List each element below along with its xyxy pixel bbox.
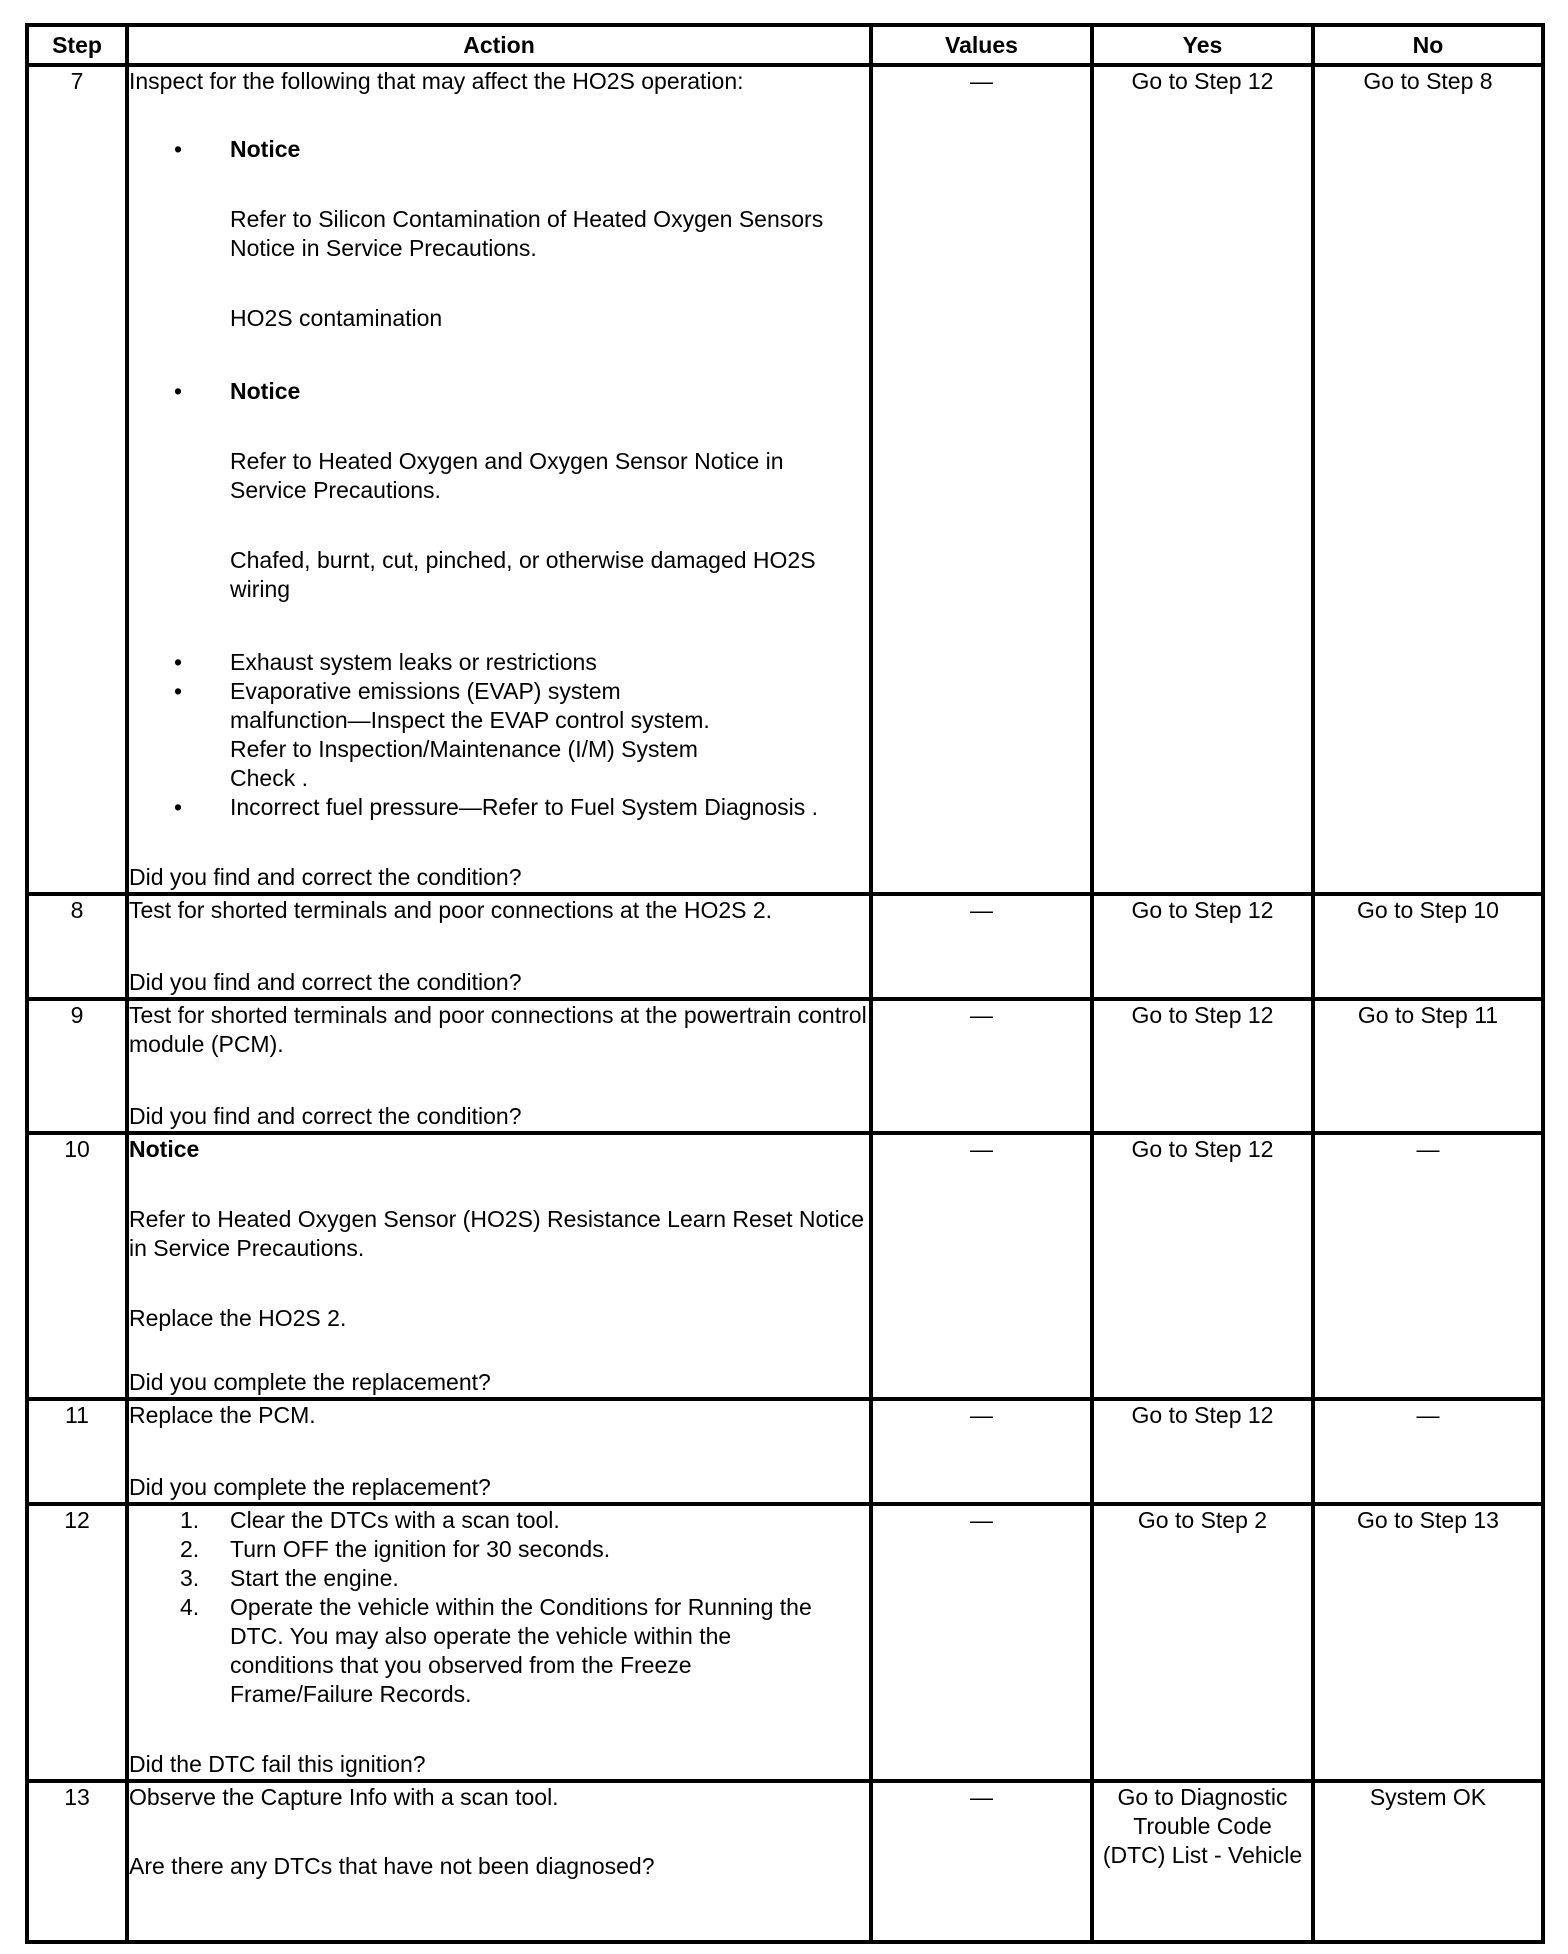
notice-text: Refer to Heated Oxygen and Oxygen Sensor Notice in Service Precautions. xyxy=(230,448,784,503)
notice-title: Notice xyxy=(129,1136,200,1162)
values-cell: — xyxy=(871,999,1092,1133)
notice-text: Refer to Heated Oxygen Sensor (HO2S) Resistance Learn Reset Notice in Service Precautions. xyxy=(129,1206,865,1261)
step-number: 10 xyxy=(27,1133,127,1399)
procedure-step xyxy=(129,1593,830,1709)
action-cell xyxy=(127,65,871,894)
yes-cell: Go to Diagnostic Trouble Code (DTC) List - Vehicle xyxy=(1092,1781,1313,1942)
action-cell xyxy=(127,1781,871,1942)
procedure-step-text: Operate the vehicle within the Conditions for Running the DTC. You may also operate the vehicle within the conditions that you observed from the Freeze Frame/Failure Records. xyxy=(230,1594,812,1707)
action-cell xyxy=(127,1504,871,1781)
inspect-item: Chafed, burnt, cut, pinched, or otherwise damaged HO2S wiring xyxy=(230,547,816,602)
values-cell: — xyxy=(871,894,1092,999)
diagnostic-table-page xyxy=(25,23,1541,1944)
table-row xyxy=(27,999,1543,1133)
step-number: 8 xyxy=(27,894,127,999)
no-cell: Go to Step 10 xyxy=(1313,894,1543,999)
action-text: Test for shorted terminals and poor connections at the powertrain control module (PCM). xyxy=(129,1002,867,1057)
no-cell: Go to Step 13 xyxy=(1313,1504,1543,1781)
header-values: Values xyxy=(871,25,1092,65)
values-cell: — xyxy=(871,1133,1092,1399)
no-cell: — xyxy=(1313,1399,1543,1504)
procedure-step-number: 2. xyxy=(180,1536,200,1562)
header-step: Step xyxy=(27,25,127,65)
yes-cell: Go to Step 12 xyxy=(1092,894,1313,999)
action-question: Did you find and correct the condition? xyxy=(129,1103,522,1129)
no-cell: — xyxy=(1313,1133,1543,1399)
table-row xyxy=(27,1781,1543,1942)
yes-cell: Go to Step 12 xyxy=(1092,999,1313,1133)
procedure-step-number: 4. xyxy=(180,1594,200,1620)
table-row xyxy=(27,1504,1543,1781)
action-question: Did you find and correct the condition? xyxy=(129,864,522,890)
notice-item xyxy=(129,377,869,648)
notice-list xyxy=(129,135,869,822)
values-cell: — xyxy=(871,1399,1092,1504)
notice-text: Refer to Silicon Contamination of Heated Oxygen Sensors Notice in Service Precautions. xyxy=(230,206,824,261)
action-question: Did you complete the replacement? xyxy=(129,1369,491,1395)
action-cell xyxy=(127,894,871,999)
action-cell xyxy=(127,999,871,1133)
procedure-step xyxy=(129,1535,869,1564)
inspect-bullet: • Evaporative emissions (EVAP) system malfunction—Inspect the EVAP control system. Refer to Inspection/Maintenance (I/M) System Check . xyxy=(129,677,730,793)
table-row xyxy=(27,1133,1543,1399)
procedure-step-text: Start the engine. xyxy=(230,1565,399,1591)
procedure-step-text: Turn OFF the ignition for 30 seconds. xyxy=(230,1536,611,1562)
action-question: Did you complete the replacement? xyxy=(129,1474,491,1500)
action-question: Did the DTC fail this ignition? xyxy=(129,1751,426,1777)
step-number: 11 xyxy=(27,1399,127,1504)
no-cell: Go to Step 11 xyxy=(1313,999,1543,1133)
diagnostic-table xyxy=(25,23,1545,1944)
action-text: Observe the Capture Info with a scan tool. xyxy=(129,1784,559,1810)
procedure-step xyxy=(129,1506,869,1535)
action-cell xyxy=(127,1133,871,1399)
notice-title: • Notice xyxy=(230,136,301,162)
procedure-step-number: 1. xyxy=(180,1507,200,1533)
step-number: 13 xyxy=(27,1781,127,1942)
inspect-item: HO2S contamination xyxy=(230,305,443,331)
procedure-step xyxy=(129,1564,869,1593)
notice-item xyxy=(129,135,869,377)
values-cell: — xyxy=(871,65,1092,894)
step-number: 12 xyxy=(27,1504,127,1781)
procedure-list xyxy=(129,1506,869,1709)
yes-cell: Go to Step 2 xyxy=(1092,1504,1313,1781)
action-text: Replace the HO2S 2. xyxy=(129,1305,347,1331)
action-cell xyxy=(127,1399,871,1504)
yes-cell: Go to Step 12 xyxy=(1092,65,1313,894)
action-question: Did you find and correct the condition? xyxy=(129,969,522,995)
header-row xyxy=(27,25,1543,65)
action-text: Replace the PCM. xyxy=(129,1402,316,1428)
inspect-bullet: • Incorrect fuel pressure—Refer to Fuel System Diagnosis . xyxy=(129,793,870,822)
yes-cell: Go to Step 12 xyxy=(1092,1399,1313,1504)
header-action: Action xyxy=(127,25,871,65)
action-intro: Inspect for the following that may affect the HO2S operation: xyxy=(129,68,744,94)
procedure-step-number: 3. xyxy=(180,1565,200,1591)
notice-title: • Notice xyxy=(230,378,301,404)
step-number: 7 xyxy=(27,65,127,894)
no-cell: Go to Step 8 xyxy=(1313,65,1543,894)
procedure-step-text: Clear the DTCs with a scan tool. xyxy=(230,1507,560,1533)
header-no: No xyxy=(1313,25,1543,65)
action-question: Are there any DTCs that have not been diagnosed? xyxy=(129,1853,655,1879)
values-cell: — xyxy=(871,1504,1092,1781)
no-cell: System OK xyxy=(1313,1781,1543,1942)
step-number: 9 xyxy=(27,999,127,1133)
table-row xyxy=(27,65,1543,894)
values-cell: — xyxy=(871,1781,1092,1942)
yes-cell: Go to Step 12 xyxy=(1092,1133,1313,1399)
inspect-bullet: • Exhaust system leaks or restrictions xyxy=(129,648,869,677)
action-text: Test for shorted terminals and poor connections at the HO2S 2. xyxy=(129,897,773,923)
table-row xyxy=(27,1399,1543,1504)
header-yes: Yes xyxy=(1092,25,1313,65)
table-row xyxy=(27,894,1543,999)
